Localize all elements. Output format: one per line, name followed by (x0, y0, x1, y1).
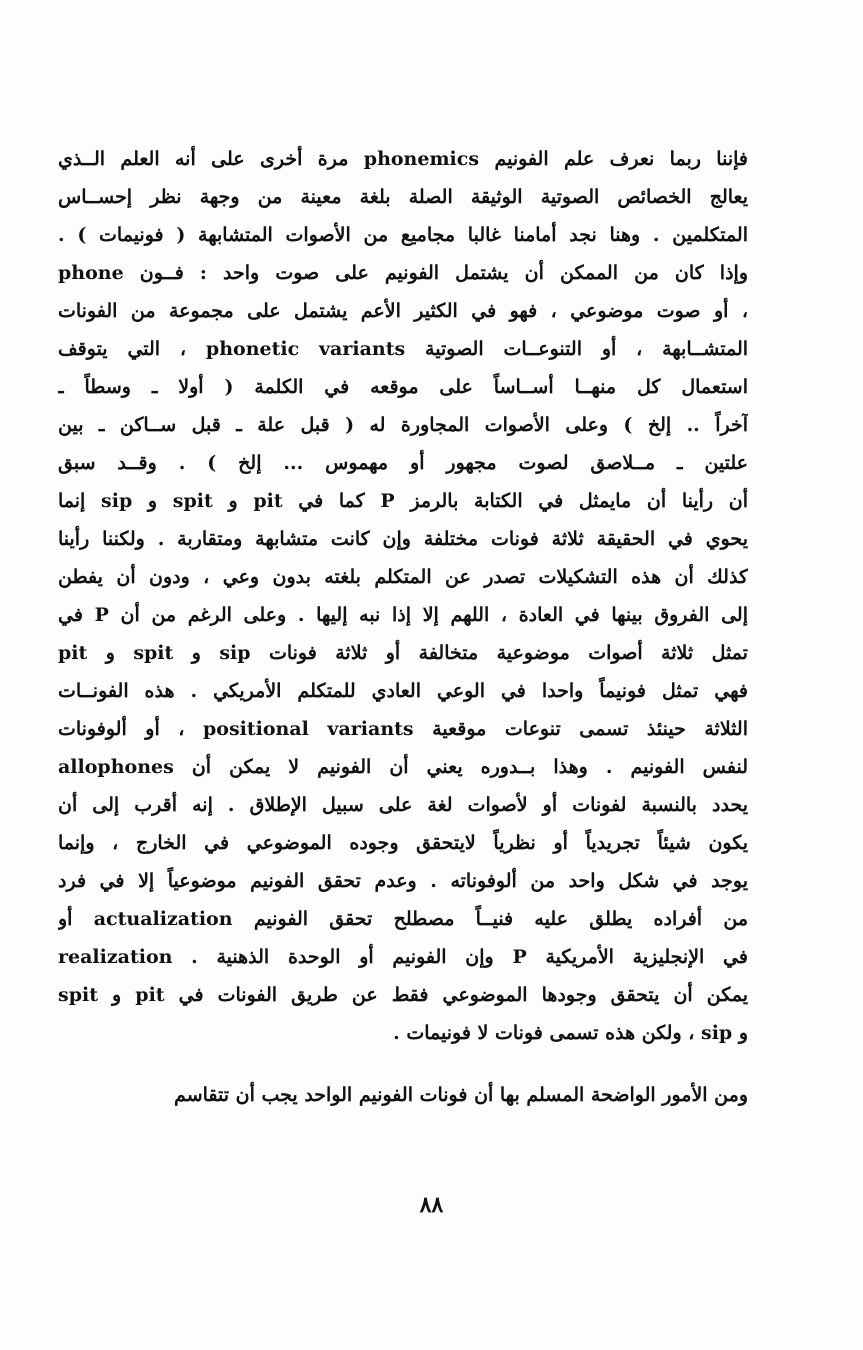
text-line-6: المتشــابهة ، أو التنوعــات الصوتية phonetic variants ، التي يتوقف (58, 338, 748, 360)
text-line-22: realization . وإن الفونيم أو الوحدة الذهنية P في الإنجليزية الأمريكية (58, 946, 748, 968)
text-line-11: يحوي في الحقيقة ثلاثة فونات مختلفة وإن كانت متشابهة ومتقاربة . ولكننا رأينا (58, 528, 748, 550)
text-line-5: ، أو صوت موضوعي ، فهو في الكثير الأعم يشتمل على مجموعة من الفونات (58, 300, 748, 322)
text-line-24: و sip ، ولكن هذه تسمى فونات لا فونيمات . (393, 1022, 748, 1044)
text-line-14: pit و spit و sip تمثل ثلاثة أصوات موضوعية متخالفة أو ثلاثة فونات (58, 642, 748, 664)
text-line-16: الثلاثة حينئذ تسمى تنوعات موقعية positional variants ، أو ألوفونات (58, 718, 748, 740)
text-line-15: فهي تمثل فونيماً واحدا في الوعي العادي للمتكلم الأمريكي . هذه الفونــات (58, 680, 748, 702)
text-line-12: كذلك أن هذه التشكيلات تصدر عن المتكلم بلغته بدون وعي ، ودون أن يفطن (58, 566, 748, 588)
text-line-7: استعمال كل منهــا أســاساً على موقعه في الكلمة ( أولا ـ وسطاً ـ (58, 376, 748, 398)
text-line-21: من أفراده يطلق عليه فنيــاً مصطلح تحقق الفونيم actualization أو (58, 908, 748, 930)
text-line-20: يوجد في شكل واحد من ألوفوناته . وعدم تحقق الفونيم موضوعياً إلا في فرد (58, 870, 748, 892)
text-line-1: فإننا ربما نعرف علم الفونيم phonemics مرة أخرى على أنه العلم الــذي (58, 148, 748, 170)
main-text (58, 140, 748, 1114)
text-line-8: آخراً .. إلخ ) وعلى الأصوات المجاورة له ( قبل علة ـ قبل ســاكن ـ بين (58, 414, 748, 436)
text-line-18: يحدد بالنسبة لفونات أو لأصوات لغة على سبيل الإطلاق . إنه أقرب إلى أن (58, 794, 748, 816)
text-line-23: يمكن أن يتحقق وجودها الموضوعي فقط عن طريق الفونات في pit و spit (58, 984, 748, 1006)
text-line-17: allophones لنفس الفونيم . وهذا بــدوره يعني أن الفونيم لا يمكن أن (58, 756, 748, 778)
text-line-3: المتكلمين . وهنا نجد أمامنا غالبا مجاميع من الأصوات المتشابهة ( فونيمات ) . (58, 224, 748, 246)
paragraph-gap (58, 1052, 748, 1076)
text-line-4: وإذا كان من الممكن أن يشتمل الفونيم على صوت واحد : فــون phone (58, 262, 748, 284)
text-line-13: إلى الفروق بينها في العادة ، اللهم إلا إذا نبه إليها . وعلى الرغم من أن P في (58, 604, 748, 626)
text-line-19: يكون شيئاً تجريدياً أو نظرياً لايتحقق وجوده الموضوعي في الخارج ، وإنما (58, 832, 748, 854)
text-line-9: علتين ـ مــلاصق لصوت مجهور أو مهموس ... إلخ ) . وقــد سبق (58, 452, 748, 474)
text-line-2: يعالج الخصائص الصوتية الوثيقة الصلة بلغة معينة من وجهة نظر إحســاس (58, 186, 748, 208)
final-paragraph-line: ومن الأمور الواضحة المسلم بها أن فونات الفونيم الواحد يجب أن تتقاسم (174, 1084, 748, 1106)
text-line-10: أن رأينا أن مايمثل في الكتابة بالرمز P كما في pit و spit و sip إنما (58, 490, 748, 512)
page-number: ٨٨ (419, 1192, 444, 1218)
